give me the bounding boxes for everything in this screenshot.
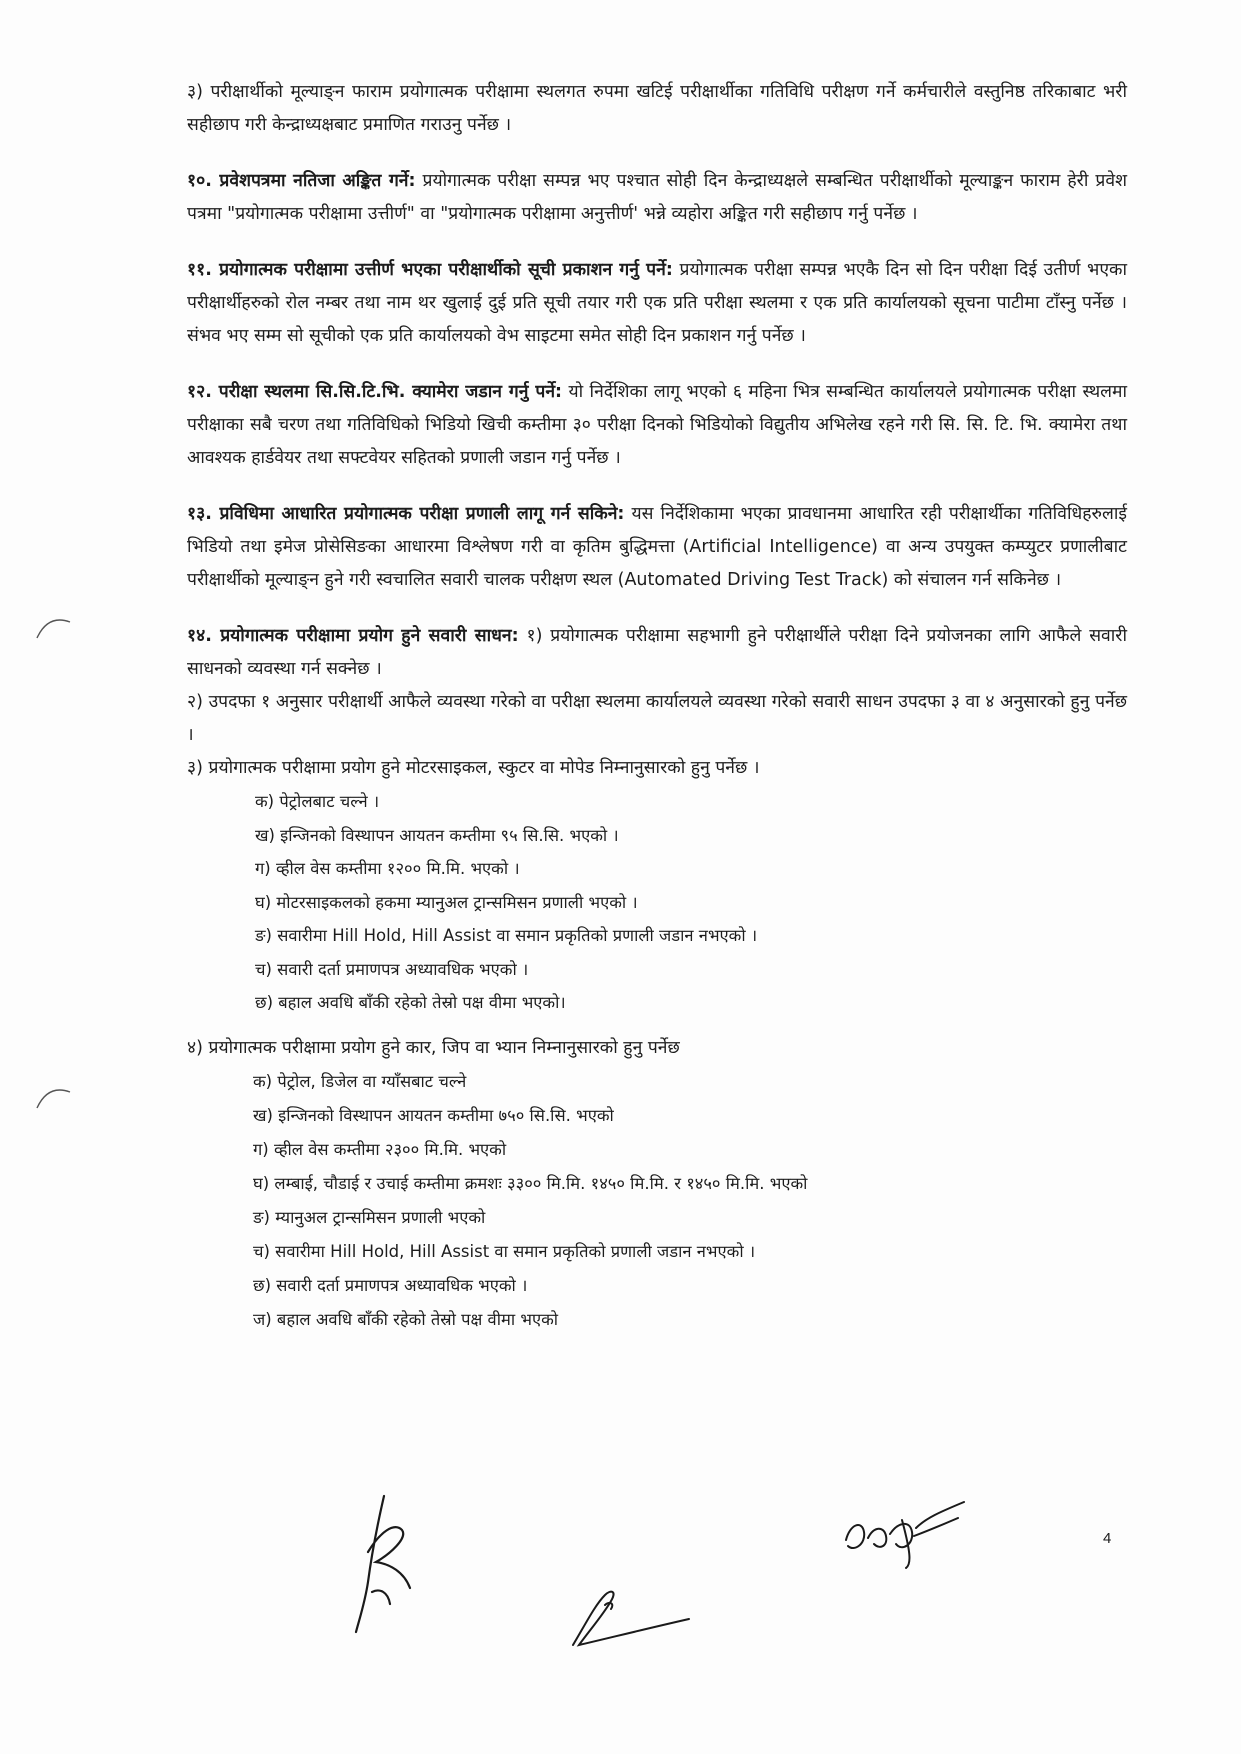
page-number: 4 <box>1103 1530 1112 1547</box>
list-item: छ) बहाल अवधि बाँकी रहेको तेस्रो पक्ष वीमा भएको। <box>255 993 566 1012</box>
paragraph-heading: १०. प्रवेशपत्रमा नतिजा अङ्कित गर्ने: <box>187 171 416 191</box>
paragraph-heading: ११. प्रयोगात्मक परीक्षामा उत्तीर्ण भएका परीक्षार्थीको सूची प्रकाशन गर्नु पर्ने: <box>187 260 673 280</box>
paragraph-text: ३) परीक्षार्थीको मूल्याङ्न फाराम प्रयोगात्मक परीक्षामा स्थलगत रुपमा खटिई परीक्षार्थीका गतिविधि परीक्षण गर्ने कर्मचारीले वस्तुनिष्ठ तरिकाबाट भरी सहीछाप गरी केन्द्राध्यक्षबाट प्रमाणित गराउनु पर्नेछ । <box>187 82 1127 135</box>
list-item: क) पेट्रोल, डिजेल वा ग्याँसबाट चल्ने <box>253 1071 467 1091</box>
list-item: ख) इन्जिनको विस्थापन आयतन कम्तीमा ७५० सि.सि. भएको <box>253 1105 614 1125</box>
paragraph-text: यो निर्देशिका लागू भएको ६ महिना भित्र सम्बन्धित कार्यालयले प्रयोगात्मक परीक्षा स्थलमा परीक्षाका सबै चरण तथा गतिविधिको भिडियो खिची कम्तीमा ३० परीक्षा दिनको भिडियोको विद्युतीय अभिलेख रहने गरी सि. सि. टि. भि. क्यामेरा तथा आवश्यक हार्डवेयर तथा सफ्टवेयर सहितको प्रणाली जडान गर्नु पर्नेछ । <box>187 382 1127 468</box>
signature-right <box>840 1490 970 1570</box>
paragraph-text: प्रयोगात्मक परीक्षा सम्पन्न भए पश्चात सोही दिन केन्द्राध्यक्षले सम्बन्धित परीक्षार्थीको मूल्याङ्कन फाराम हेरी प्रवेश पत्रमा "प्रयोगात्मक परीक्षामा उत्तीर्ण" वा "प्रयोगात्मक परीक्षामा अनुत्तीर्ण' भन्ने व्यहोरा अङ्कित गरी सहीछाप गर्नु पर्नेछ । <box>187 171 1127 224</box>
paragraph-13 <box>187 498 1127 597</box>
list-item: च) सवारी दर्ता प्रमाणपत्र अध्यावधिक भएको । <box>255 959 529 979</box>
section-14-sub4-intro: ४) प्रयोगात्मक परीक्षामा प्रयोग हुने कार, जिप वा भ्यान निम्नानुसारको हुनु पर्नेछ <box>187 1037 680 1058</box>
paragraph-10 <box>187 165 1127 231</box>
list-item: ङ) सवारीमा Hill Hold, Hill Assist वा समान प्रकृतिको प्रणाली जडान नभएको । <box>255 926 758 945</box>
document-body <box>187 76 1127 1337</box>
list-item: ङ) म्यानुअल ट्रान्समिसन प्रणाली भएको <box>253 1207 486 1227</box>
motorcycle-requirements-list <box>187 785 1127 1020</box>
paragraph-12 <box>187 376 1127 475</box>
signature-middle <box>565 1575 695 1655</box>
paragraph-text: यस निर्देशिकामा भएका प्रावधानमा आधारित रही परीक्षार्थीका गतिविधिहरुलाई भिडियो तथा इमेज प्रोसेसिङका आधारमा विश्लेषण गरी वा कृतिम बुद्धिमत्ता (Artificial Intelligence) वा अन्य उपयुक्त कम्प्युटर प्रणालीबाट परीक्षार्थीको मूल्याङ्न हुने गरी स्वचालित सवारी चालक परीक्षण स्थल (Automated Driving Test Track) को संचालन गर्न सकिनेछ । <box>187 504 1127 590</box>
list-item: घ) लम्बाई, चौडाई र उचाई कम्तीमा क्रमशः ३३०० मि.मि. १४५० मि.मि. र १४५० मि.मि. भएको <box>253 1173 808 1193</box>
list-item: छ) सवारी दर्ता प्रमाणपत्र अध्यावधिक भएको । <box>253 1275 528 1295</box>
paragraph-heading: १३. प्रविधिमा आधारित प्रयोगात्मक परीक्षा प्रणाली लागू गर्न सकिने: <box>187 504 625 524</box>
section-14-sub2: २) उपदफा १ अनुसार परीक्षार्थी आफैले व्यवस्था गरेको वा परीक्षा स्थलमा कार्यालयले व्यवस्था गरेको सवारी साधन उपदफा ३ वा ४ अनुसारको हुनु पर्नेछ । <box>187 692 1127 745</box>
list-item: क) पेट्रोलबाट चल्ने । <box>255 792 380 811</box>
paragraph-11 <box>187 254 1127 353</box>
section-14-text: १) प्रयोगात्मक परीक्षामा सहभागी हुने परीक्षार्थीले परीक्षा दिने प्रयोजनका लागि आफैले सवारी साधनको व्यवस्था गर्न सक्नेछ । <box>187 626 1127 679</box>
list-item: ख) इन्जिनको विस्थापन आयतन कम्तीमा ९५ सि.सि. भएको । <box>255 825 619 845</box>
list-item: घ) मोटरसाइकलको हकमा म्यानुअल ट्रान्समिसन प्रणाली भएको । <box>255 892 638 912</box>
list-item: ज) बहाल अवधि बाँकी रहेको तेस्रो पक्ष वीमा भएको <box>253 1309 559 1329</box>
paragraph-heading: १२. परीक्षा स्थलमा सि.सि.टि.भि. क्यामेरा जडान गर्नु पर्ने: <box>187 382 563 402</box>
section-14-sub3-intro: ३) प्रयोगात्मक परीक्षामा प्रयोग हुने मोटरसाइकल, स्कुटर वा मोपेड निम्नानुसारको हुनु पर्नेछ । <box>187 758 760 778</box>
paragraph-text: प्रयोगात्मक परीक्षा सम्पन्न भएकै दिन सो दिन परीक्षा दिई उतीर्ण भएका परीक्षार्थीहरुको रोल नम्बर तथा नाम थर खुलाई दुई प्रति सूची तयार गरी एक प्रति परीक्षा स्थलमा र एक प्रति कार्यालयको सूचना पाटीमा टाँस्नु पर्नेछ । संभव भए सम्म सो सूचीको एक प्रति कार्यालयको वेभ साइटमा समेत सोही दिन प्रकाशन गर्नु पर्नेछ । <box>187 260 1128 346</box>
section-14-heading: १४. प्रयोगात्मक परीक्षामा प्रयोग हुने सवारी साधन: <box>187 626 519 646</box>
scan-mark-upper <box>34 612 74 642</box>
scan-mark-lower <box>34 1082 74 1112</box>
signature-left <box>350 1492 430 1642</box>
list-item: च) सवारीमा Hill Hold, Hill Assist वा समान प्रकृतिको प्रणाली जडान नभएको । <box>253 1241 756 1261</box>
list-item: ग) व्हील वेस कम्तीमा १२०० मि.मि. भएको । <box>255 859 520 878</box>
paragraph-9-3 <box>187 76 1127 142</box>
list-item: ग) व्हील वेस कम्तीमा २३०० मि.मि. भएको <box>253 1139 507 1159</box>
car-requirements-list <box>187 1065 1127 1337</box>
section-14 <box>187 620 1127 1337</box>
